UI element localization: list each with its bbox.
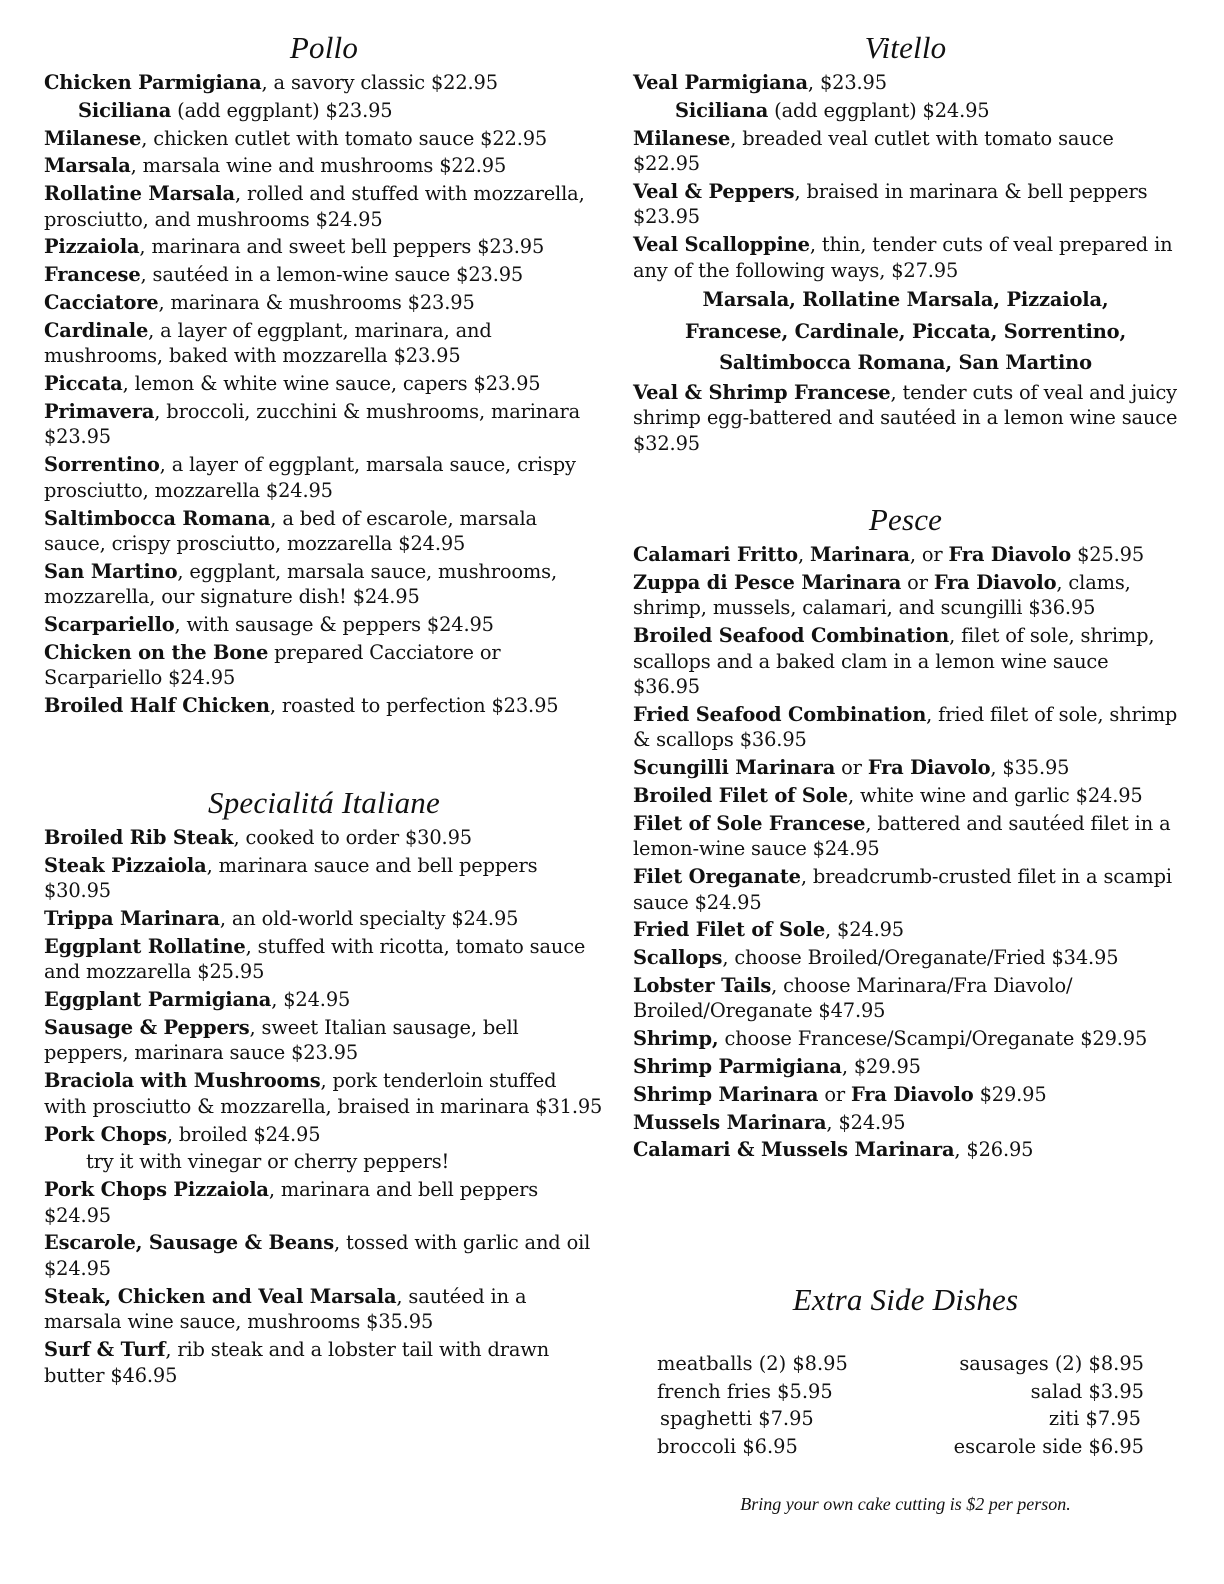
sides-row xyxy=(657,1350,1144,1378)
menu-item-description: , marsala wine and mushrooms $22.95 xyxy=(130,154,507,178)
pesce-section xyxy=(633,500,1178,1165)
side-item: salad $3.95 xyxy=(1030,1379,1144,1403)
menu-item xyxy=(633,542,1178,568)
pesce-items xyxy=(633,542,1178,1163)
menu-item-name: Siciliana xyxy=(675,98,769,122)
menu-item xyxy=(633,811,1178,862)
menu-item-description: , $35.95 xyxy=(990,756,1070,780)
menu-item-name: Broiled Filet of Sole xyxy=(633,783,848,807)
menu-item xyxy=(633,1054,1178,1080)
menu-item xyxy=(633,1110,1178,1136)
menu-item-description: , clams, shrimp, mussels, calamari, and scungilli $36.95 xyxy=(633,570,1131,620)
menu-item-description: , broiled $24.95 xyxy=(166,1122,321,1146)
menu-item-name: San Martino xyxy=(44,559,178,583)
menu-item-name: Milanese xyxy=(44,126,142,150)
menu-item-name: Saltimbocca Romana xyxy=(44,506,271,530)
menu-item-description: choose Francese/Scampi/Oreganate $29.95 xyxy=(718,1027,1148,1051)
menu-item-description: , choose Broiled/Oreganate/Fried $34.95 xyxy=(722,946,1119,970)
menu-item-name: Surf & Turf xyxy=(44,1338,166,1362)
menu-item-name: Francese xyxy=(44,263,141,287)
menu-item-name: Shrimp, xyxy=(633,1027,719,1051)
menu-item-description: (add eggplant) $23.95 xyxy=(171,98,393,122)
side-item: broccoli $6.95 xyxy=(657,1434,798,1458)
menu-item xyxy=(44,1337,604,1388)
menu-item xyxy=(44,1068,604,1119)
menu-item-name: Braciola with Mushrooms xyxy=(44,1069,321,1093)
menu-item-name: Cacciatore xyxy=(44,291,159,315)
menu-item-description: , breadcrumb-crusted filet in a scampi sauce $24.95 xyxy=(633,865,1172,914)
menu-item-description: , a savory classic $22.95 xyxy=(261,71,498,94)
menu-item-name: Steak, Chicken and Veal Marsala xyxy=(44,1284,397,1308)
menu-item-description: , $29.95 xyxy=(841,1055,921,1079)
menu-item-name: Marsala xyxy=(44,154,131,178)
menu-item-description: , marinara sauce and bell peppers $30.95 xyxy=(44,853,538,903)
menu-item-description: , rib steak and a lobster tail with drawn butter $46.95 xyxy=(44,1338,550,1387)
menu-item-description: , sweet Italian sausage, bell peppers, marinara sauce $23.95 xyxy=(44,1015,519,1065)
menu-item-name: Rollatine Marsala xyxy=(44,182,235,206)
menu-item xyxy=(44,506,604,557)
menu-item-name: Pork Chops xyxy=(44,1122,167,1146)
menu-item-description: , xyxy=(797,543,810,566)
menu-item xyxy=(44,1122,604,1148)
side-item: ziti $7.95 xyxy=(1048,1407,1141,1431)
menu-item-name: Steak Pizzaiola xyxy=(44,853,207,877)
menu-item xyxy=(44,399,604,450)
menu-item xyxy=(44,234,604,260)
menu-item xyxy=(44,987,604,1013)
menu-item xyxy=(44,1015,604,1066)
menu-item-description: , a layer of eggplant, marinara, and mushrooms, baked with mozzarella $23.95 xyxy=(44,318,492,368)
vitello-variants xyxy=(633,285,1178,378)
menu-item-description: , with sausage & peppers $24.95 xyxy=(174,613,494,637)
menu-item-description: , battered and sautéed filet in a lemon-wine sauce $24.95 xyxy=(633,811,1171,861)
menu-item xyxy=(633,380,1178,457)
menu-item-name: Chicken on the Bone xyxy=(44,640,269,664)
menu-item xyxy=(44,559,604,610)
menu-item-name: Shrimp Marinara xyxy=(633,1082,819,1106)
menu-item-name: Fried Seafood Combination xyxy=(633,702,927,726)
menu-item xyxy=(44,452,604,503)
menu-item-description: (add eggplant) $24.95 xyxy=(768,98,990,122)
menu-item-name: Scarpariello xyxy=(44,613,175,637)
menu-item xyxy=(633,755,1178,781)
menu-item-description: or xyxy=(901,570,934,594)
menu-item-name: Trippa Marinara xyxy=(44,907,220,931)
section-title-pollo: Pollo xyxy=(289,30,359,65)
menu-item xyxy=(44,1177,604,1228)
menu-item-name: Mussels Marinara xyxy=(633,1110,827,1134)
menu-item-name: Eggplant Rollatine xyxy=(44,934,246,958)
menu-item xyxy=(44,318,604,369)
menu-item-name: Veal Parmigiana xyxy=(633,71,808,94)
menu-item-description: , filet of sole, shrimp, scallops and a baked clam in a lemon wine sauce $36.95 xyxy=(633,624,1155,699)
menu-item xyxy=(44,126,604,152)
menu-item-description: , a bed of escarole, marsala sauce, crispy prosciutto, mozzarella $24.95 xyxy=(44,506,537,556)
menu-item xyxy=(633,570,1178,621)
menu-item xyxy=(44,153,604,179)
menu-item xyxy=(44,853,604,904)
menu-item-description: , thin, tender cuts of veal prepared in any of the following ways, $27.95 xyxy=(633,233,1173,282)
menu-item-description: , $26.95 xyxy=(954,1138,1034,1162)
menu-item-description: , an old-world specialty $24.95 xyxy=(219,907,519,931)
cake-cutting-note: Bring your own cake cutting is $2 per person. xyxy=(740,1494,1071,1514)
side-item: sausages (2) $8.95 xyxy=(959,1352,1144,1375)
menu-item-name: Sorrentino xyxy=(44,453,160,477)
menu-item-name: Broiled Seafood Combination xyxy=(633,624,950,648)
variant-line: Marsala, Rollatine Marsala, Pizzaiola, xyxy=(702,288,1109,312)
menu-item xyxy=(44,1230,604,1281)
vitello-items-bottom xyxy=(633,380,1178,457)
menu-item xyxy=(633,783,1178,809)
menu-item-description: , $24.95 xyxy=(271,988,351,1012)
menu-item-name: Calamari Fritto xyxy=(633,543,798,566)
menu-item-description: , roasted to perfection $23.95 xyxy=(269,694,559,718)
side-item: french fries $5.95 xyxy=(657,1379,833,1403)
vitello-items-top xyxy=(633,70,1178,283)
menu-item-description: , eggplant, marsala sauce, mushrooms, mozzarella, our signature dish! $24.95 xyxy=(44,559,557,609)
menu-item xyxy=(633,702,1178,753)
sides-table xyxy=(657,1350,1144,1460)
specialita-section xyxy=(44,783,604,1390)
menu-item-name: Primavera xyxy=(44,399,155,423)
menu-item xyxy=(633,70,1178,96)
sides-row xyxy=(657,1405,1144,1433)
menu-item xyxy=(633,179,1178,230)
sides-section xyxy=(633,1280,1178,1322)
menu-item-name: Veal Scalloppine xyxy=(633,233,810,257)
menu-item-name: Chicken Parmigiana xyxy=(44,71,262,94)
sides-row xyxy=(657,1378,1144,1406)
menu-item xyxy=(633,1082,1178,1108)
menu-item xyxy=(633,232,1178,283)
menu-item-description: , breaded veal cutlet with tomato sauce $22.95 xyxy=(633,126,1114,176)
menu-item xyxy=(44,371,604,397)
pollo-items xyxy=(44,70,604,719)
section-title-sides: Extra Side Dishes xyxy=(792,1282,1019,1317)
menu-item-description: , rolled and stuffed with mozzarella, prosciutto, and mushrooms $24.95 xyxy=(44,182,585,231)
menu-item-description: , sautéed in a marsala wine sauce, mushrooms $35.95 xyxy=(44,1284,527,1334)
menu-item-name: Cardinale xyxy=(44,318,149,342)
menu-item-name: Sausage & Peppers xyxy=(44,1015,250,1039)
menu-item-description: , tossed with garlic and oil $24.95 xyxy=(44,1231,591,1280)
menu-item-description: or xyxy=(835,756,868,780)
menu-item xyxy=(633,126,1178,177)
menu-item-description: prepared Cacciatore or Scarpariello $24.95 xyxy=(44,640,501,690)
menu-item-name: Lobster Tails xyxy=(633,973,772,997)
side-item: spaghetti $7.95 xyxy=(660,1407,814,1431)
menu-item-name: Pizzaiola xyxy=(44,235,140,259)
menu-item xyxy=(44,262,604,288)
menu-item-name: Fra Diavolo xyxy=(933,570,1057,594)
menu-item-name: Fra Diavolo xyxy=(867,756,991,780)
menu-item-name: Veal & Peppers xyxy=(633,179,795,203)
menu-item-description: , $24.95 xyxy=(825,918,904,942)
menu-item-description: $25.95 xyxy=(1071,543,1145,566)
menu-item-name: Fra Diavolo xyxy=(851,1082,974,1106)
section-title-vitello: Vitello xyxy=(864,30,947,65)
menu-item xyxy=(44,612,604,638)
menu-item-description: , marinara and sweet bell peppers $23.95 xyxy=(139,235,545,259)
menu-item xyxy=(44,906,604,932)
menu-item-description: or xyxy=(818,1082,851,1106)
menu-item-name: Eggplant Parmigiana xyxy=(44,988,272,1012)
menu-item-name: Pork Chops Pizzaiola xyxy=(44,1178,269,1202)
menu-item xyxy=(633,864,1178,915)
menu-item xyxy=(44,825,604,851)
menu-item-name: Fried Filet of Sole xyxy=(633,918,826,942)
menu-item-name: Broiled Half Chicken xyxy=(44,694,270,718)
menu-item xyxy=(633,917,1178,943)
variant-line: Francese, Cardinale, Piccata, Sorrentino, xyxy=(684,319,1127,343)
menu-item-name: Fra Diavolo xyxy=(948,543,1072,566)
menu-item xyxy=(44,934,604,985)
menu-item-name: Shrimp Parmigiana xyxy=(633,1055,842,1079)
menu-item xyxy=(633,1137,1178,1163)
menu-item xyxy=(44,98,604,124)
specialita-items xyxy=(44,825,604,1388)
menu-item-description: , pork tenderloin stuffed with prosciutto & mozzarella, braised in marinara $31.95 xyxy=(44,1069,603,1118)
menu-item-name: Calamari & Mussels Marinara xyxy=(633,1138,955,1162)
sides-row xyxy=(657,1433,1144,1461)
pollo-section xyxy=(44,28,604,721)
menu-item xyxy=(633,623,1178,700)
menu-item xyxy=(44,1149,604,1175)
menu-item-description: , broccoli, zucchini & mushrooms, marinara $23.95 xyxy=(44,399,581,449)
side-item: escarole side $6.95 xyxy=(953,1434,1144,1458)
menu-item xyxy=(44,290,604,316)
menu-item xyxy=(44,70,604,96)
menu-item-description: , chicken cutlet with tomato sauce $22.95 xyxy=(141,126,548,150)
menu-item-name: Scallops xyxy=(633,946,723,970)
menu-item xyxy=(633,973,1178,1024)
menu-item-description: , tender cuts of veal and juicy shrimp egg-battered and sautéed in a lemon wine sauce $32.95 xyxy=(633,380,1178,455)
menu-item-name: Veal & Shrimp Francese xyxy=(633,380,891,404)
menu-item-name: Broiled Rib Steak xyxy=(44,826,234,849)
menu-item xyxy=(44,693,604,719)
menu-item-name: Zuppa di Pesce Marinara xyxy=(633,570,902,594)
menu-item-description: , sautéed in a lemon-wine sauce $23.95 xyxy=(140,263,524,287)
variant-line: Saltimbocca Romana, San Martino xyxy=(719,351,1092,375)
menu-item-description: , marinara & mushrooms $23.95 xyxy=(158,291,475,315)
menu-item-description: , marinara and bell peppers $24.95 xyxy=(44,1178,539,1227)
menu-item-name: Milanese xyxy=(633,126,731,150)
menu-item xyxy=(633,945,1178,971)
menu-item-description: , stuffed with ricotta, tomato sauce and mozzarella $25.95 xyxy=(44,934,586,984)
menu-item-description: , braised in marinara & bell peppers $23.95 xyxy=(633,179,1148,229)
menu-item-name: Filet of Sole Francese xyxy=(633,811,866,835)
menu-item-description: , white wine and garlic $24.95 xyxy=(847,783,1143,807)
menu-item-description: , a layer of eggplant, marsala sauce, crispy prosciutto, mozzarella $24.95 xyxy=(44,453,576,502)
menu-item-name: Scungilli Marinara xyxy=(633,756,836,780)
menu-item-name: Siciliana xyxy=(78,98,172,122)
menu-item-description: , $24.95 xyxy=(826,1110,906,1134)
menu-item xyxy=(44,181,604,232)
menu-item-name: Escarole, Sausage & Beans xyxy=(44,1231,335,1255)
menu-item xyxy=(44,640,604,691)
menu-item-name: Filet Oreganate xyxy=(633,865,801,889)
menu-item xyxy=(44,1284,604,1335)
menu-item-name: Piccata xyxy=(44,372,123,396)
menu-item-description: , or xyxy=(909,543,949,566)
menu-item xyxy=(633,1026,1178,1052)
menu-item-description: , fried filet of sole, shrimp & scallops $36.95 xyxy=(633,702,1178,752)
section-title-pesce: Pesce xyxy=(868,502,943,537)
menu-item-description: , $23.95 xyxy=(807,71,887,94)
menu-item-description: $29.95 xyxy=(973,1082,1047,1106)
menu-item-description: try it with vinegar or cherry peppers! xyxy=(86,1150,450,1174)
section-title-specialita: Specialitá Italiane xyxy=(208,785,440,820)
menu-item-description: , lemon & white wine sauce, capers $23.95 xyxy=(122,372,541,396)
menu-item xyxy=(633,98,1178,124)
menu-item-description: , choose Marinara/Fra Diavolo/ Broiled/Oreganate $47.95 xyxy=(633,973,1073,1023)
menu-item-description: , cooked to order $30.95 xyxy=(233,826,472,849)
vitello-section xyxy=(633,28,1178,459)
side-item: meatballs (2) $8.95 xyxy=(657,1352,848,1375)
menu-item-name: Marinara xyxy=(809,543,910,566)
